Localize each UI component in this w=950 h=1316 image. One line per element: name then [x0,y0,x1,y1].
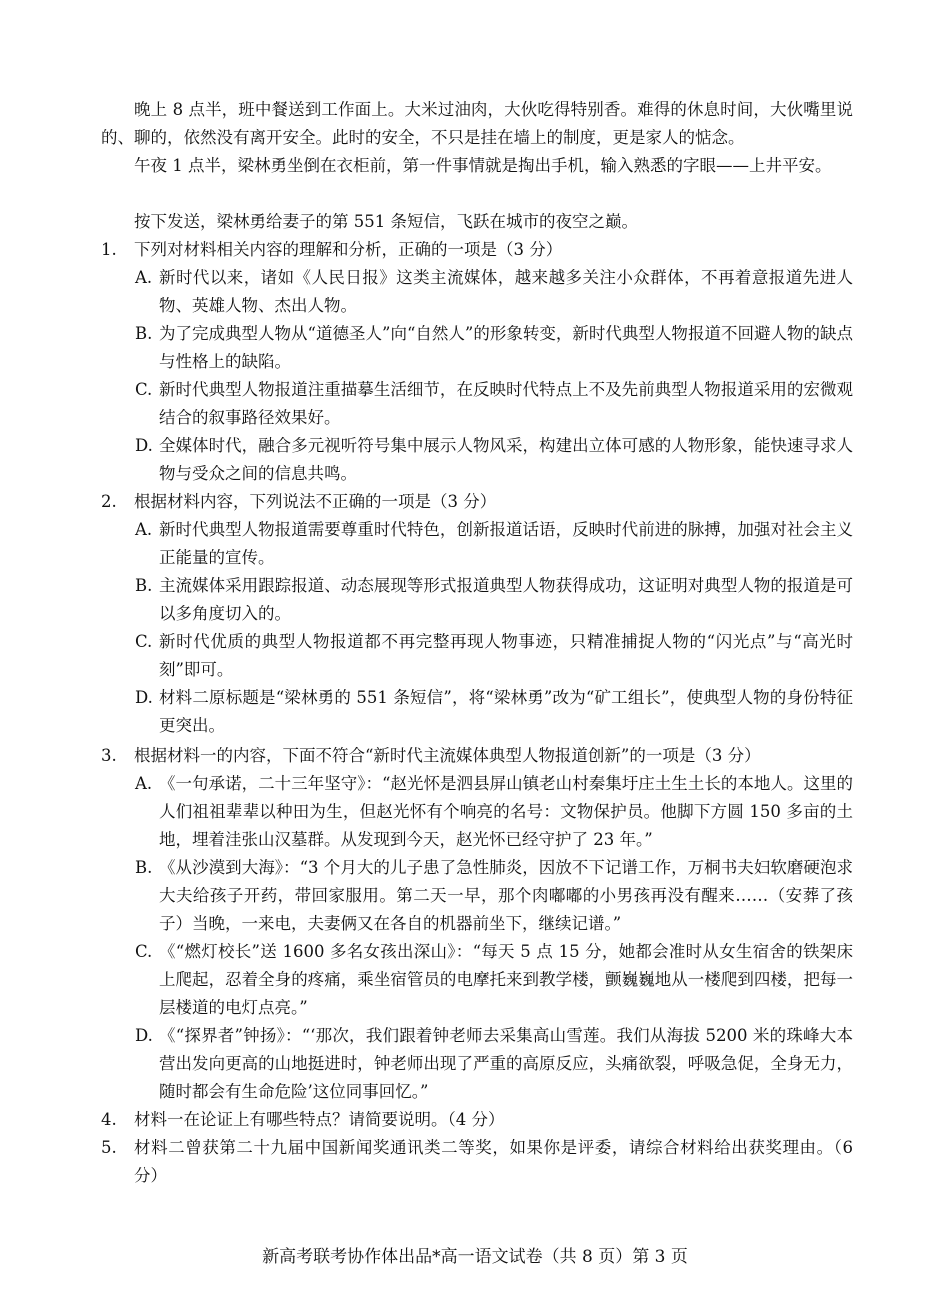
option-text: 新时代典型人物报道注重描摹生活细节，在反映时代特点上不及先前典型人物报道采用的宏微观结合的叙事路径效果好。 [159,380,853,427]
option-letter: D. [135,436,153,455]
option-letter: C. [135,632,153,651]
option-d [135,432,853,488]
option-a [135,264,853,320]
option-b [135,854,853,938]
question-number: 2. [101,492,117,511]
option-c [135,938,853,1022]
question-4 [101,1106,853,1134]
option-letter: D. [135,1026,153,1045]
question-number: 5. [101,1138,117,1157]
option-b [135,572,853,628]
option-text: 新时代以来，诸如《人民日报》这类主流媒体，越来越多关注小众群体，不再着意报道先进人物、英雄人物、杰出人物。 [159,268,853,315]
option-text: 为了完成典型人物从“道德圣人”向“自然人”的形象转变，新时代典型人物报道不回避人物的缺点与性格上的缺陷。 [159,324,853,371]
option-text: 《“燃灯校长”送 1600 多名女孩出深山》：“每天 5 点 15 分，她都会准时从女生宿舍的铁架床上爬起，忍着全身的疼痛，乘坐宿管员的电摩托来到教学楼，颤巍巍地从一楼爬到四楼，把每一层楼道的电灯点亮。” [159,942,853,1017]
option-text: 材料二原标题是“梁林勇的 551 条短信”，将“梁林勇”改为“矿工组长”，使典型人物的身份特征更突出。 [159,688,853,735]
option-d [135,684,853,740]
option-letter: B. [135,576,153,595]
question-3 [101,742,853,1106]
question-2 [101,488,853,740]
option-text: 主流媒体采用跟踪报道、动态展现等形式报道典型人物获得成功，这证明对典型人物的报道是可以多角度切入的。 [159,576,853,623]
option-c [135,376,853,432]
question-1 [101,236,853,488]
option-letter: B. [135,324,153,343]
paragraph-send-message: 按下发送，梁林勇给妻子的第 551 条短信，飞跃在城市的夜空之巅。 [134,212,638,231]
option-letter: A. [135,774,153,793]
option-letter: D. [135,688,153,707]
question-5 [101,1134,853,1190]
question-number: 1. [101,240,117,259]
option-text: 全媒体时代，融合多元视听符号集中展示人物风采，构建出立体可感的人物形象，能快速寻求人物与受众之间的信息共鸣。 [159,436,853,483]
paragraph-midnight: 午夜 1 点半，梁林勇坐倒在衣柜前，第一件事情就是掏出手机，输入熟悉的字眼——上井平安。 [134,156,832,175]
option-text: 《“探界者”钟扬》：“‘那次，我们跟着钟老师去采集高山雪莲。我们从海拔 5200 米的珠峰大本营出发向更高的山地挺进时，钟老师出现了严重的高原反应，头痛欲裂，呼吸急促，全身无力，随时都会有生命危险’这位同事回忆。” [159,1026,853,1101]
option-text: 《从沙漠到大海》：“3 个月大的儿子患了急性肺炎，因放不下记谱工作，万桐书夫妇软磨硬泡求大夫给孩子开药，带回家服用。第二天一早，那个肉嘟嘟的小男孩再没有醒来……（安葬了孩子）当晚，一来电，夫妻俩又在各自的机器前坐下，继续记谱。” [159,858,853,933]
question-number: 4. [101,1110,117,1129]
option-b [135,320,853,376]
question-stem: 根据材料内容，下列说法不正确的一项是（3 分） [134,492,497,511]
option-a [135,770,853,854]
question-stem: 下列对材料相关内容的理解和分析，正确的一项是（3 分） [134,240,563,259]
page-footer: 新高考联考协作体出品*高一语文试卷（共 8 页）第 3 页 [262,1247,688,1267]
question-number: 3. [101,746,117,765]
paragraph-dinner: 晚上 8 点半，班中餐送到工作面上。大米过油肉，大伙吃得特别香。难得的休息时间，大伙嘴里说的、聊的，依然没有离开安全。此时的安全，不只是挂在墙上的制度，更是家人的惦念。 [101,100,853,147]
option-letter: B. [135,858,153,877]
option-letter: C. [135,380,153,399]
option-text: 新时代优质的典型人物报道都不再完整再现人物事迹，只精准捕捉人物的“闪光点”与“高光时刻”即可。 [159,632,853,679]
option-letter: C. [135,942,153,961]
question-stem: 材料一在论证上有哪些特点？请简要说明。（4 分） [134,1110,505,1129]
option-text: 《一句承诺，二十三年坚守》：“赵光怀是泗县屏山镇老山村秦集圩庄土生土长的本地人。这里的人们祖祖辈辈以种田为生，但赵光怀有个响亮的名号：文物保护员。他脚下方圆 150 多亩的土地，埋着洼张山汉墓群。从发现到今天，赵光怀已经守护了 23 年。” [159,774,853,849]
option-d [135,1022,853,1106]
option-letter: A. [135,268,153,287]
option-letter: A. [135,520,153,539]
option-text: 新时代典型人物报道需要尊重时代特色，创新报道话语，反映时代前进的脉搏，加强对社会主义正能量的宣传。 [159,520,853,567]
question-stem: 根据材料一的内容，下面不符合“新时代主流媒体典型人物报道创新”的一项是（3 分） [134,746,761,765]
option-c [135,628,853,684]
question-stem: 材料二曾获第二十九届中国新闻奖通讯类二等奖，如果你是评委，请综合材料给出获奖理由。（6 分） [134,1138,853,1185]
option-a [135,516,853,572]
